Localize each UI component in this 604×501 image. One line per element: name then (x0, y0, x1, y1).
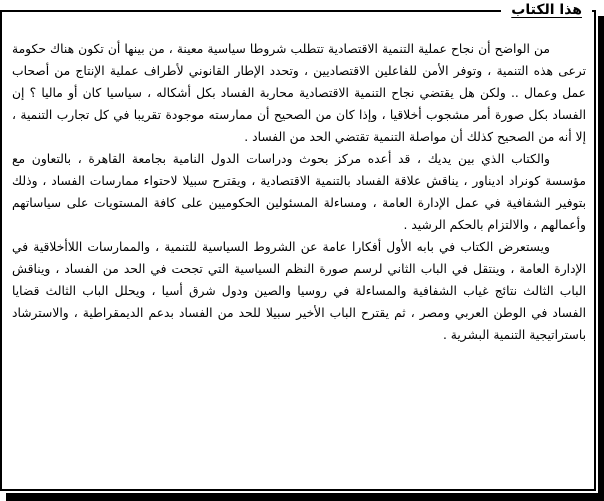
frame-shadow-right (598, 16, 604, 501)
paragraph-1: من الواضح أن نجاح عملية التنمية الاقتصادية تتطلب شروطا سياسية معينة ، من بينها أن تكون هناك حكومة ترعى هذه التنمية ، وتوفر الأمن للفاعلين الاقتصاديين ، وتحدد الإطار القانوني لأطراف عملية الإنتاج من أصحاب عمل وعمال .. ولكن هل يقتضي نجاح التنمية الاقتصادية محاربة الفساد بكل أشكاله ، سياسيا كان أو ماليا ؟ إن الفساد بكل صورة أمر مشجوب أخلاقيا ، وإذا كان من الصحيح أن ممارسته موجودة تقريبا في كل تجارب التنمية ، إلا أنه من الصحيح كذلك أن مواصلة التنمية تقتضي الحد من الفساد . (12, 42, 586, 144)
paragraph-3: ويستعرض الكتاب في بابه الأول أفكارا عامة عن الشروط السياسية للتنمية ، والممارسات اللاأخلاقية في الإدارة العامة ، وينتقل في الباب الثاني لرسم صورة النظم السياسية التي تجحت في الحد من الفساد ، ويناقش الباب الثالث نتائج غياب الشفافية والمساءلة في روسيا والصين ودول شرق أسيا ، ويحلل الباب الثالث قضايا الفساد في الوطن العربي ومصر ، ثم يقترح الباب الأخير سبيلا للحد من الفساد بدعم الديمقراطية ، والاسترشاد باستراتيجية التنمية البشرية . (12, 240, 586, 342)
paragraph-2: والكتاب الذي بين يديك ، قد أعده مركز بحوث ودراسات الدول النامية بجامعة القاهرة ، بالتعاون مع مؤسسة كونراد اديناور ، يناقش علاقة الفساد بالتنمية الاقتصادية ، ويقترح سبيلا لاحتواء ممارسات الفساد ، وذلك بتوفير الشفافية في عمل الإدارة العامة ، ومساءلة المسئولين الحكوميين على كافة المستويات على سياساتهم وأعمالهم ، والالتزام بالحكم الرشيد . (12, 152, 586, 232)
description-text (12, 38, 586, 496)
section-title: هذا الكتاب (501, 0, 592, 20)
content-frame (0, 10, 596, 491)
